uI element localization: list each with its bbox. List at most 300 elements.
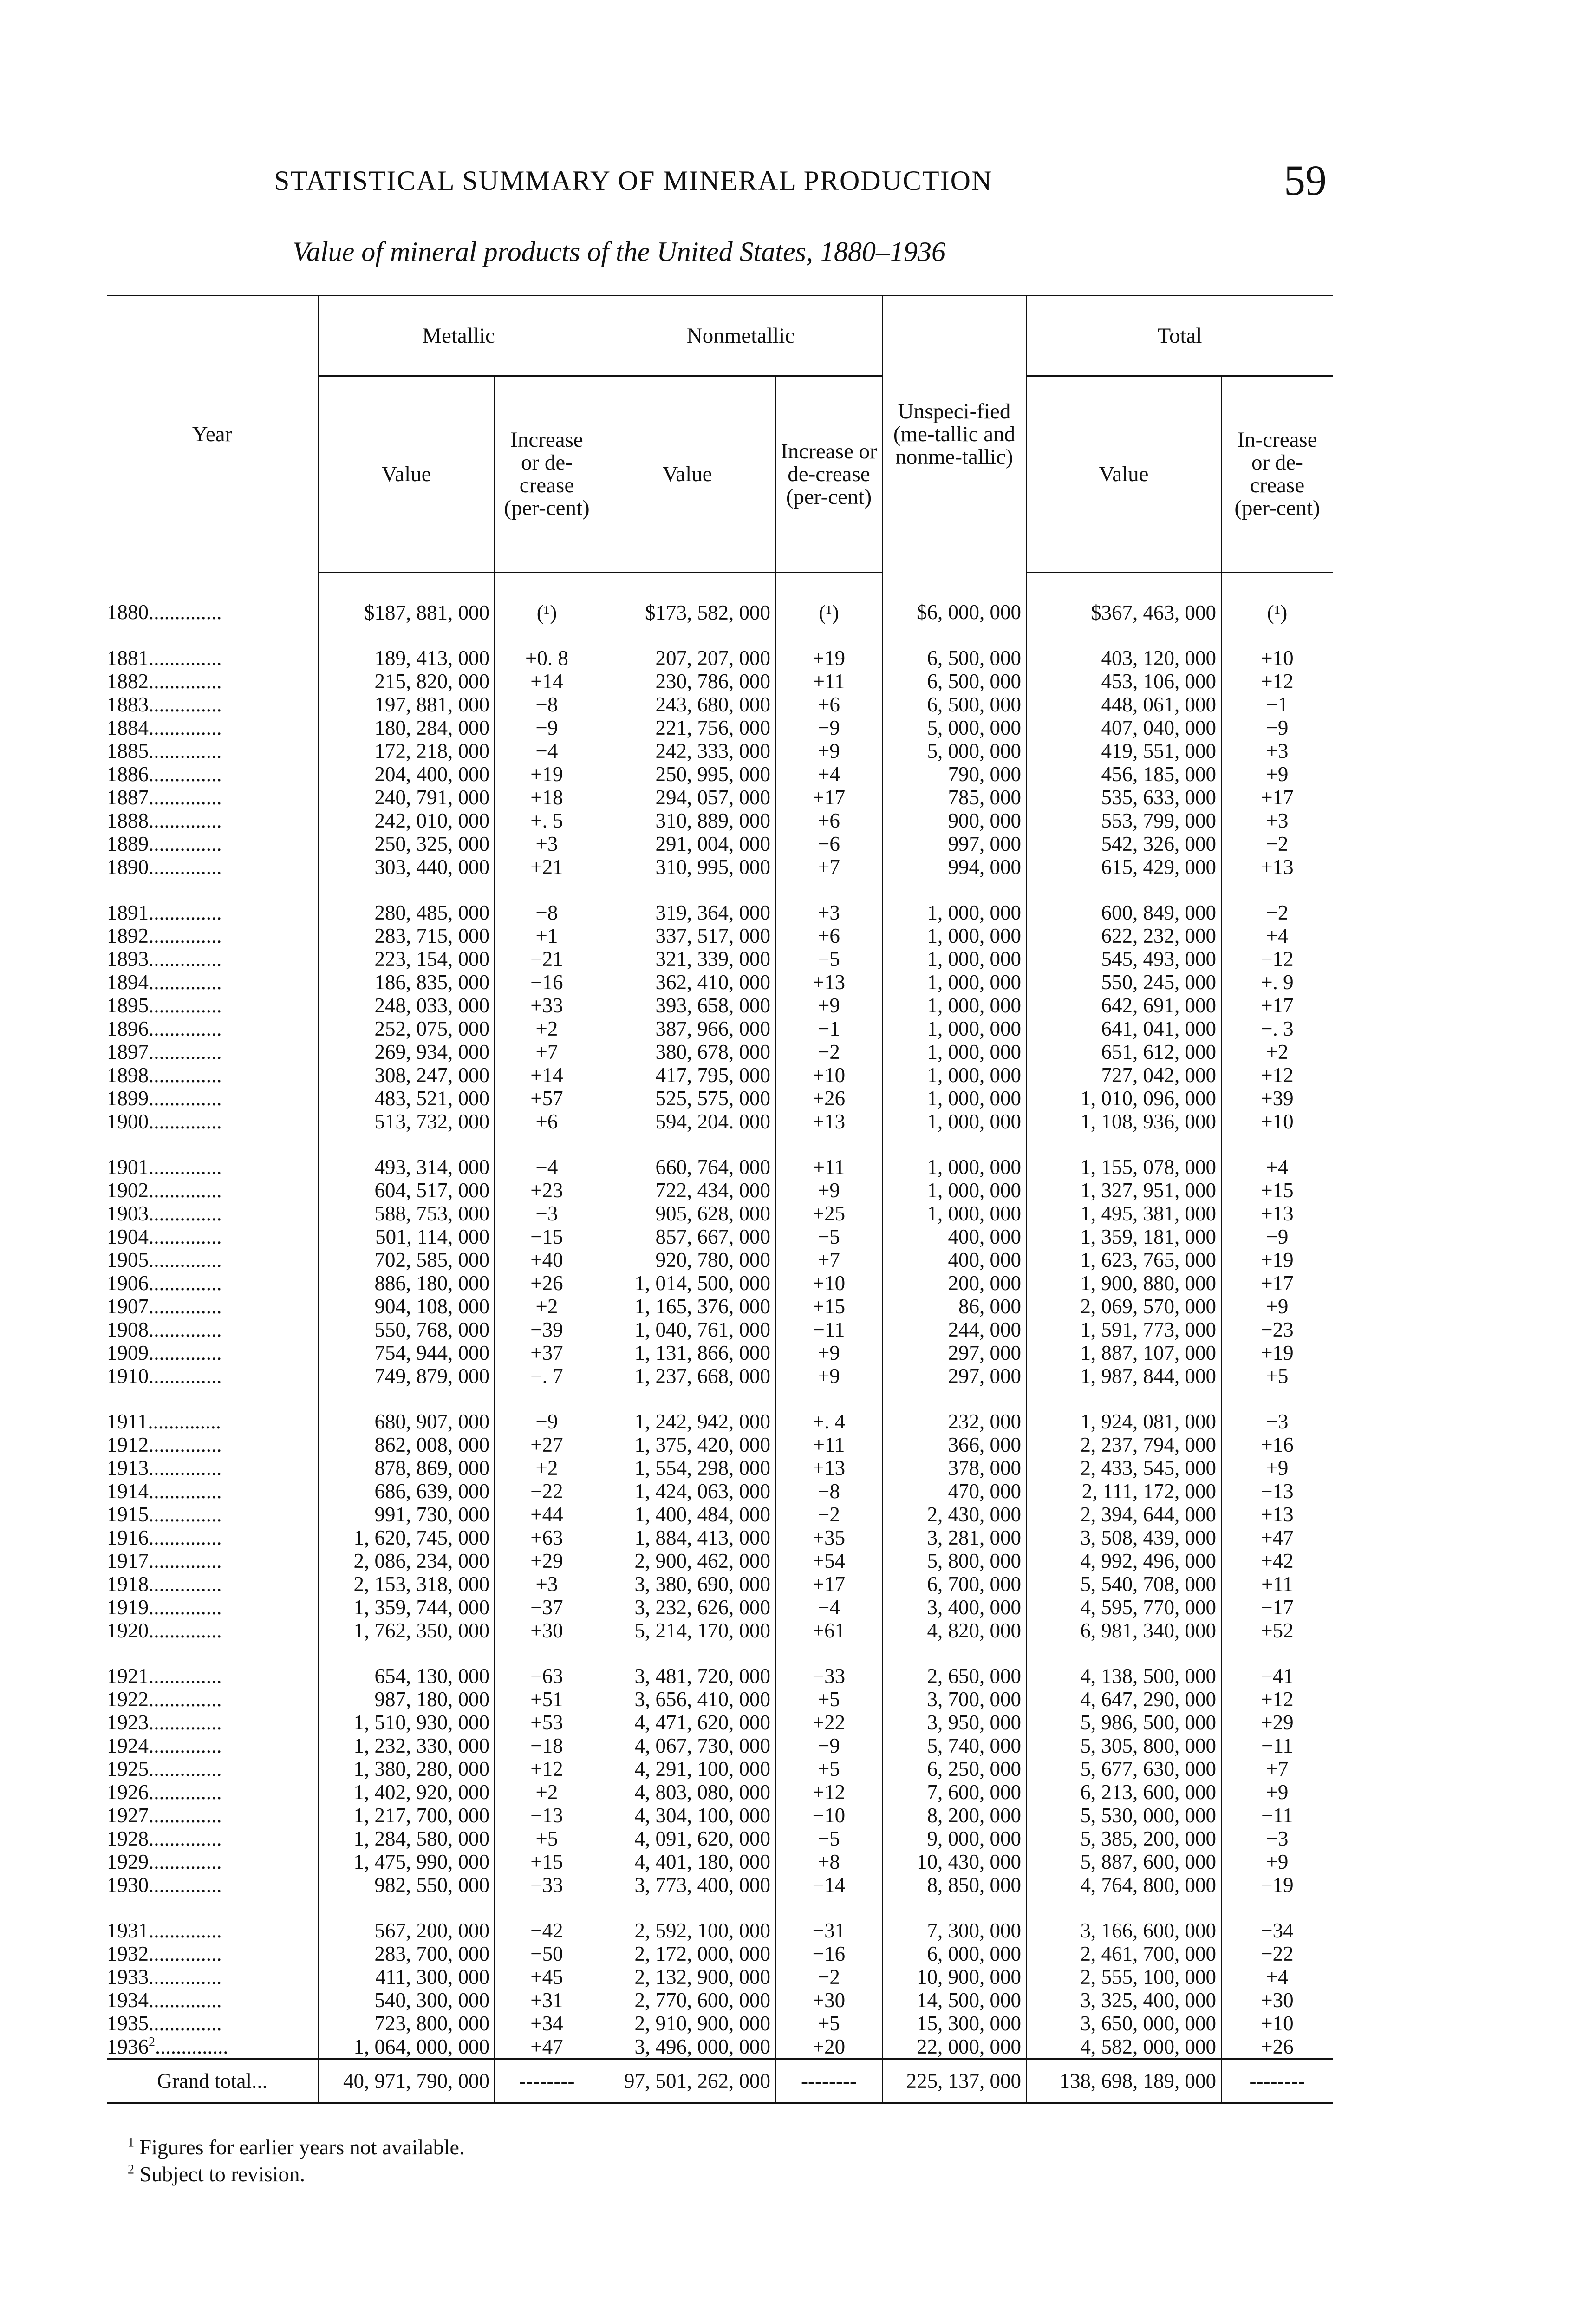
metallic-change-cell: +14 — [495, 670, 599, 693]
metallic-change-cell: +3 — [495, 832, 599, 855]
nonmetallic-value-cell: 387, 966, 000 — [599, 1017, 775, 1040]
unspecified-value-cell: 1, 000, 000 — [882, 994, 1026, 1017]
total-value-cell: 600, 849, 000 — [1026, 879, 1221, 924]
metallic-value-cell: 1, 232, 330, 000 — [318, 1734, 495, 1757]
unspecified-value-cell: 6, 250, 000 — [882, 1757, 1026, 1781]
year-cell: 1924.............. — [107, 1734, 222, 1757]
year-cell: 1882.............. — [107, 670, 222, 693]
nonmetallic-change-cell: +5 — [775, 1757, 882, 1781]
table-body — [107, 573, 1333, 2059]
table-row — [107, 1734, 1333, 1757]
metallic-change-cell: +5 — [495, 1827, 599, 1850]
total-change-cell: +39 — [1221, 1087, 1333, 1110]
year-cell: 1893.............. — [107, 947, 222, 971]
table-row — [107, 693, 1333, 716]
metallic-value-cell: 252, 075, 000 — [318, 1017, 495, 1040]
metallic-value-cell: 878, 869, 000 — [318, 1456, 495, 1480]
metallic-value-cell: 2, 153, 318, 000 — [318, 1572, 495, 1596]
mineral-value-table — [107, 295, 1333, 2104]
nonmetallic-value-cell: 525, 575, 000 — [599, 1087, 775, 1110]
total-change-cell: +19 — [1221, 1248, 1333, 1272]
year-cell: 1897.............. — [107, 1040, 222, 1063]
nonmetallic-value-cell: 1, 040, 761, 000 — [599, 1318, 775, 1341]
total-value-cell: 2, 111, 172, 000 — [1026, 1480, 1221, 1503]
unspecified-value-cell: 1, 000, 000 — [882, 1179, 1026, 1202]
nonmetallic-change-cell: +15 — [775, 1295, 882, 1318]
unspecified-value-cell: 15, 300, 000 — [882, 2012, 1026, 2035]
nonmetallic-value-cell: 3, 481, 720, 000 — [599, 1642, 775, 1688]
unspecified-value-cell: 3, 950, 000 — [882, 1711, 1026, 1734]
total-value-cell: 448, 061, 000 — [1026, 693, 1221, 716]
metallic-value-cell: 550, 768, 000 — [318, 1318, 495, 1341]
metallic-value-cell: 680, 907, 000 — [318, 1388, 495, 1433]
metallic-value-cell: 283, 715, 000 — [318, 924, 495, 947]
metallic-change-cell: +3 — [495, 1572, 599, 1596]
total-value-cell: 1, 327, 951, 000 — [1026, 1179, 1221, 1202]
metallic-change-cell: −33 — [495, 1873, 599, 1897]
unspecified-value-cell: 297, 000 — [882, 1341, 1026, 1364]
total-value-cell: 4, 138, 500, 000 — [1026, 1642, 1221, 1688]
metallic-change-cell: −18 — [495, 1734, 599, 1757]
metallic-value-cell: 283, 700, 000 — [318, 1942, 495, 1965]
total-change-cell: −3 — [1221, 1827, 1333, 1850]
nonmetallic-value-cell: 2, 132, 900, 000 — [599, 1965, 775, 1989]
table-row — [107, 809, 1333, 832]
year-cell: 1904.............. — [107, 1225, 222, 1248]
nonmetallic-value-cell: 417, 795, 000 — [599, 1063, 775, 1087]
metallic-value-cell: 513, 732, 000 — [318, 1110, 495, 1133]
metallic-value-cell: 186, 835, 000 — [318, 971, 495, 994]
unspecified-value-cell: 3, 400, 000 — [882, 1596, 1026, 1619]
nonmetallic-change-cell: +5 — [775, 1688, 882, 1711]
metallic-value-cell: 1, 380, 280, 000 — [318, 1757, 495, 1781]
metallic-change-cell: +0. 8 — [495, 624, 599, 670]
total-value-cell: 403, 120, 000 — [1026, 624, 1221, 670]
nonmetallic-change-cell: −5 — [775, 1225, 882, 1248]
metallic-change-cell: −37 — [495, 1596, 599, 1619]
nonmetallic-value-cell: $173, 582, 000 — [599, 573, 775, 625]
year-cell: 1933.............. — [107, 1965, 222, 1989]
total-change-cell: +12 — [1221, 1063, 1333, 1087]
nonmetallic-change-cell: +9 — [775, 994, 882, 1017]
table-row — [107, 1063, 1333, 1087]
nonmetallic-value-cell: 3, 232, 626, 000 — [599, 1596, 775, 1619]
metallic-change-cell: +23 — [495, 1179, 599, 1202]
unspecified-value-cell: 5, 000, 000 — [882, 739, 1026, 763]
metallic-change-cell: +18 — [495, 786, 599, 809]
table-row — [107, 1480, 1333, 1503]
unspecified-value-cell: 8, 200, 000 — [882, 1804, 1026, 1827]
metallic-change-cell: −21 — [495, 947, 599, 971]
total-change-cell: +4 — [1221, 1965, 1333, 1989]
nonmetallic-value-cell: 380, 678, 000 — [599, 1040, 775, 1063]
total-value-cell: 1, 108, 936, 000 — [1026, 1110, 1221, 1133]
metallic-value-cell: 1, 510, 930, 000 — [318, 1711, 495, 1734]
metallic-value-cell: 172, 218, 000 — [318, 739, 495, 763]
total-value-cell: 535, 633, 000 — [1026, 786, 1221, 809]
table-row — [107, 1179, 1333, 1202]
nonmetallic-change-cell: −2 — [775, 1503, 882, 1526]
metallic-change-cell: +14 — [495, 1063, 599, 1087]
metallic-value-cell: 501, 114, 000 — [318, 1225, 495, 1248]
unspecified-value-cell: 86, 000 — [882, 1295, 1026, 1318]
nonmetallic-value-cell: 294, 057, 000 — [599, 786, 775, 809]
nonmetallic-change-cell: −6 — [775, 832, 882, 855]
table-row — [107, 1942, 1333, 1965]
total-value-cell: 5, 385, 200, 000 — [1026, 1827, 1221, 1850]
total-value-cell: 3, 508, 439, 000 — [1026, 1526, 1221, 1549]
year-cell: 1917.............. — [107, 1549, 222, 1572]
nonmetallic-value-cell: 920, 780, 000 — [599, 1248, 775, 1272]
total-change-cell: +52 — [1221, 1619, 1333, 1642]
nonmetallic-value-cell: 291, 004, 000 — [599, 832, 775, 855]
metallic-value-cell: 904, 108, 000 — [318, 1295, 495, 1318]
nonmetallic-change-cell: +26 — [775, 1087, 882, 1110]
metallic-value-cell: 240, 791, 000 — [318, 786, 495, 809]
nonmetallic-change-cell: +30 — [775, 1989, 882, 2012]
unspecified-value-cell: 1, 000, 000 — [882, 1110, 1026, 1133]
metallic-change-cell: −42 — [495, 1897, 599, 1942]
unspecified-value-cell: 10, 430, 000 — [882, 1850, 1026, 1873]
nonmetallic-change-cell: +4 — [775, 763, 882, 786]
total-change-cell: −9 — [1221, 716, 1333, 739]
nonmetallic-change-cell: +9 — [775, 1364, 882, 1388]
unspecified-value-cell: 1, 000, 000 — [882, 1133, 1026, 1179]
table-row — [107, 971, 1333, 994]
total-change-cell: −2 — [1221, 879, 1333, 924]
nonmetallic-change-cell: +11 — [775, 670, 882, 693]
total-change-cell: +13 — [1221, 1202, 1333, 1225]
nonmetallic-value-cell: 243, 680, 000 — [599, 693, 775, 716]
metallic-change-cell: −22 — [495, 1480, 599, 1503]
total-change-cell: +42 — [1221, 1549, 1333, 1572]
metallic-change-cell: −8 — [495, 879, 599, 924]
metallic-change-cell: +6 — [495, 1110, 599, 1133]
table-row — [107, 1318, 1333, 1341]
table-row — [107, 2035, 1333, 2059]
nonmetallic-value-cell: 3, 380, 690, 000 — [599, 1572, 775, 1596]
metallic-value-cell: 702, 585, 000 — [318, 1248, 495, 1272]
table-row — [107, 947, 1333, 971]
year-cell: 1909.............. — [107, 1341, 222, 1364]
unspecified-value-cell: 6, 500, 000 — [882, 693, 1026, 716]
table-row — [107, 924, 1333, 947]
metallic-change-cell: −13 — [495, 1804, 599, 1827]
metallic-change-cell: +37 — [495, 1341, 599, 1364]
total-change-cell: +12 — [1221, 670, 1333, 693]
total-value-cell: 545, 493, 000 — [1026, 947, 1221, 971]
metallic-value-cell: 411, 300, 000 — [318, 1965, 495, 1989]
nonmetallic-change-cell: +6 — [775, 693, 882, 716]
metallic-value-cell: 1, 402, 920, 000 — [318, 1781, 495, 1804]
total-value-cell: 5, 305, 800, 000 — [1026, 1734, 1221, 1757]
year-cell: 1931.............. — [107, 1919, 222, 1942]
metallic-change-header: Increase or de-crease (per-cent) — [495, 376, 599, 573]
table-row — [107, 1433, 1333, 1456]
table-row — [107, 1295, 1333, 1318]
total-value-cell: 1, 010, 096, 000 — [1026, 1087, 1221, 1110]
nonmetallic-value-cell: 3, 773, 400, 000 — [599, 1873, 775, 1897]
nonmetallic-change-cell: +54 — [775, 1549, 882, 1572]
metallic-value-cell: 754, 944, 000 — [318, 1341, 495, 1364]
year-cell: 1905.............. — [107, 1248, 222, 1272]
total-change-cell: +17 — [1221, 786, 1333, 809]
total-change-cell: +10 — [1221, 2012, 1333, 2035]
nonmetallic-value-cell: 4, 471, 620, 000 — [599, 1711, 775, 1734]
nonmetallic-value-cell: 1, 375, 420, 000 — [599, 1433, 775, 1456]
nonmetallic-change-cell: +17 — [775, 786, 882, 809]
nonmetallic-change-cell: +12 — [775, 1781, 882, 1804]
table-row — [107, 1757, 1333, 1781]
total-value-cell: 2, 555, 100, 000 — [1026, 1965, 1221, 1989]
year-cell: 1902.............. — [107, 1179, 222, 1202]
unspecified-value-cell: 470, 000 — [882, 1480, 1026, 1503]
metallic-value-cell: 588, 753, 000 — [318, 1202, 495, 1225]
total-change-cell: −11 — [1221, 1734, 1333, 1757]
nonmetallic-change-cell: +13 — [775, 971, 882, 994]
total-value-cell: 4, 647, 290, 000 — [1026, 1688, 1221, 1711]
total-value-cell: 1, 155, 078, 000 — [1026, 1133, 1221, 1179]
total-value-cell: 3, 166, 600, 000 — [1026, 1897, 1221, 1942]
unspecified-value-cell: 6, 500, 000 — [882, 624, 1026, 670]
metallic-change-cell: +26 — [495, 1272, 599, 1295]
nonmetallic-change-cell: +10 — [775, 1272, 882, 1295]
nonmetallic-change-cell: −9 — [775, 1734, 882, 1757]
metallic-change-cell: +33 — [495, 994, 599, 1017]
table-row — [107, 1850, 1333, 1873]
total-change-cell: −. 3 — [1221, 1017, 1333, 1040]
unspecified-value-cell: 400, 000 — [882, 1225, 1026, 1248]
unspecified-value-cell: 6, 000, 000 — [882, 1942, 1026, 1965]
table-row — [107, 879, 1333, 924]
metallic-change-cell: +45 — [495, 1965, 599, 1989]
table-row — [107, 1619, 1333, 1642]
nonmetallic-value-cell: 393, 658, 000 — [599, 994, 775, 1017]
year-cell: 1923.............. — [107, 1711, 222, 1734]
year-cell: 1912.............. — [107, 1433, 222, 1456]
nonmetallic-change-cell: +6 — [775, 924, 882, 947]
nonmetallic-value-cell: 337, 517, 000 — [599, 924, 775, 947]
total-change-cell: −12 — [1221, 947, 1333, 971]
metallic-change-cell: +47 — [495, 2035, 599, 2059]
nonmetallic-value-cell: 1, 131, 866, 000 — [599, 1341, 775, 1364]
metallic-change-cell: +63 — [495, 1526, 599, 1549]
table-row — [107, 1087, 1333, 1110]
unspecified-value-cell: 10, 900, 000 — [882, 1965, 1026, 1989]
total-value-cell: 641, 041, 000 — [1026, 1017, 1221, 1040]
metallic-value-cell: 686, 639, 000 — [318, 1480, 495, 1503]
total-value-cell: 1, 495, 381, 000 — [1026, 1202, 1221, 1225]
nonmetallic-change-cell: −8 — [775, 1480, 882, 1503]
unspecified-value-cell: 1, 000, 000 — [882, 971, 1026, 994]
metallic-change-cell: +2 — [495, 1781, 599, 1804]
unspecified-value-cell: 297, 000 — [882, 1364, 1026, 1388]
unspecified-value-cell: 2, 650, 000 — [882, 1642, 1026, 1688]
nonmetallic-change-cell: +3 — [775, 879, 882, 924]
year-cell: 1936$^2$.............. — [107, 2035, 228, 2058]
total-change-cell: +2 — [1221, 1040, 1333, 1063]
nonmetallic-change-cell: +5 — [775, 2012, 882, 2035]
nonmetallic-value-cell: 660, 764, 000 — [599, 1133, 775, 1179]
nonmetallic-change-cell: +22 — [775, 1711, 882, 1734]
unspecified-value-cell: 790, 000 — [882, 763, 1026, 786]
nonmetallic-change-cell: −33 — [775, 1642, 882, 1688]
unspecified-value-cell: 4, 820, 000 — [882, 1619, 1026, 1642]
metallic-value-cell: 886, 180, 000 — [318, 1272, 495, 1295]
table-row — [107, 1040, 1333, 1063]
metallic-value-cell: 723, 800, 000 — [318, 2012, 495, 2035]
table-row — [107, 1202, 1333, 1225]
total-change-cell: −1 — [1221, 693, 1333, 716]
total-change-cell: +26 — [1221, 2035, 1333, 2059]
table-row — [107, 1526, 1333, 1549]
total-change-cell: +13 — [1221, 855, 1333, 879]
year-cell: 1901.............. — [107, 1155, 222, 1179]
nonmetallic-change-cell: +61 — [775, 1619, 882, 1642]
nonmetallic-change-cell: −4 — [775, 1596, 882, 1619]
nonmetallic-value-cell: 2, 910, 900, 000 — [599, 2012, 775, 2035]
nonmetallic-change-cell: (¹) — [775, 573, 882, 625]
nonmetallic-value-cell: 4, 091, 620, 000 — [599, 1827, 775, 1850]
nonmetallic-change-cell: +9 — [775, 1341, 882, 1364]
table-row — [107, 832, 1333, 855]
year-cell: 1892.............. — [107, 924, 222, 947]
total-change-cell: −2 — [1221, 832, 1333, 855]
nonmetallic-change-cell: +9 — [775, 1179, 882, 1202]
metallic-change-cell: −. 7 — [495, 1364, 599, 1388]
metallic-change-cell: +29 — [495, 1549, 599, 1572]
nonmetallic-value-cell: 3, 496, 000, 000 — [599, 2035, 775, 2059]
nonmetallic-value-cell: 1, 554, 298, 000 — [599, 1456, 775, 1480]
unspecified-value-cell: 6, 500, 000 — [882, 670, 1026, 693]
metallic-value-cell: 303, 440, 000 — [318, 855, 495, 879]
unspecified-value-cell: 1, 000, 000 — [882, 1063, 1026, 1087]
table-row — [107, 1965, 1333, 1989]
nonmetallic-value-cell: 1, 165, 376, 000 — [599, 1295, 775, 1318]
metallic-change-cell: +30 — [495, 1619, 599, 1642]
metallic-value-cell: 493, 314, 000 — [318, 1133, 495, 1179]
grand-total-metallic: 40, 971, 790, 000 — [318, 2059, 495, 2103]
total-value-cell: 727, 042, 000 — [1026, 1063, 1221, 1087]
total-value-cell: 550, 245, 000 — [1026, 971, 1221, 994]
table-row — [107, 1572, 1333, 1596]
nonmetallic-change-cell: +11 — [775, 1133, 882, 1179]
total-value-cell: 1, 987, 844, 000 — [1026, 1364, 1221, 1388]
nonmetallic-value-cell: 319, 364, 000 — [599, 879, 775, 924]
total-value-cell: 5, 677, 630, 000 — [1026, 1757, 1221, 1781]
nonmetallic-value-cell: 321, 339, 000 — [599, 947, 775, 971]
total-change-cell: +15 — [1221, 1179, 1333, 1202]
metallic-header: Metallic — [318, 296, 599, 376]
total-value-cell: 456, 185, 000 — [1026, 763, 1221, 786]
metallic-value-header: Value — [318, 376, 495, 573]
metallic-value-cell: 982, 550, 000 — [318, 1873, 495, 1897]
footnotes — [128, 2134, 464, 2188]
year-cell: 1900.............. — [107, 1110, 222, 1133]
table-caption: Value of mineral products of the United States, 1880–1936 — [293, 236, 945, 267]
unspecified-value-cell: 5, 000, 000 — [882, 716, 1026, 739]
nonmetallic-value-cell: 310, 995, 000 — [599, 855, 775, 879]
total-value-cell: 651, 612, 000 — [1026, 1040, 1221, 1063]
table-row — [107, 1225, 1333, 1248]
nonmetallic-change-cell: +8 — [775, 1850, 882, 1873]
metallic-change-cell: −4 — [495, 739, 599, 763]
nonmetallic-change-cell: +25 — [775, 1202, 882, 1225]
table-row — [107, 716, 1333, 739]
nonmetallic-value-cell: 310, 889, 000 — [599, 809, 775, 832]
total-change-cell: +11 — [1221, 1572, 1333, 1596]
metallic-value-cell: 248, 033, 000 — [318, 994, 495, 1017]
year-cell: 1894.............. — [107, 971, 222, 994]
year-cell: 1925.............. — [107, 1757, 222, 1781]
metallic-value-cell: 540, 300, 000 — [318, 1989, 495, 2012]
nonmetallic-value-cell: 4, 067, 730, 000 — [599, 1734, 775, 1757]
total-value-cell: 1, 900, 880, 000 — [1026, 1272, 1221, 1295]
year-cell: 1910.............. — [107, 1364, 222, 1388]
nonmetallic-change-cell: +35 — [775, 1526, 882, 1549]
nonmetallic-value-cell: 905, 628, 000 — [599, 1202, 775, 1225]
nonmetallic-change-cell: −2 — [775, 1965, 882, 1989]
nonmetallic-change-cell: −11 — [775, 1318, 882, 1341]
nonmetallic-change-cell: −5 — [775, 947, 882, 971]
total-value-cell: 4, 582, 000, 000 — [1026, 2035, 1221, 2059]
total-value-cell: 1, 924, 081, 000 — [1026, 1388, 1221, 1433]
unspecified-value-cell: 5, 800, 000 — [882, 1549, 1026, 1572]
nonmetallic-value-cell: 230, 786, 000 — [599, 670, 775, 693]
nonmetallic-change-cell: +19 — [775, 624, 882, 670]
total-value-cell: 3, 325, 400, 000 — [1026, 1989, 1221, 2012]
nonmetallic-value-cell: 2, 900, 462, 000 — [599, 1549, 775, 1572]
unspecified-value-cell: 22, 000, 000 — [882, 2035, 1026, 2059]
total-value-cell: 5, 540, 708, 000 — [1026, 1572, 1221, 1596]
year-cell: 1919.............. — [107, 1596, 222, 1619]
total-value-cell: 1, 887, 107, 000 — [1026, 1341, 1221, 1364]
total-change-cell: +12 — [1221, 1688, 1333, 1711]
total-value-cell: $367, 463, 000 — [1026, 573, 1221, 625]
unspecified-value-cell: $6, 000, 000 — [882, 573, 1026, 625]
metallic-change-cell: +40 — [495, 1248, 599, 1272]
year-cell: 1906.............. — [107, 1272, 222, 1295]
total-value-cell: 642, 691, 000 — [1026, 994, 1221, 1017]
nonmetallic-value-header: Value — [599, 376, 775, 573]
nonmetallic-change-cell: +. 4 — [775, 1388, 882, 1433]
metallic-change-cell: +12 — [495, 1757, 599, 1781]
table-row — [107, 1596, 1333, 1619]
unspecified-value-cell: 1, 000, 000 — [882, 1202, 1026, 1225]
unspecified-value-cell: 1, 000, 000 — [882, 1087, 1026, 1110]
table-row — [107, 2012, 1333, 2035]
grand-total-total: 138, 698, 189, 000 — [1026, 2059, 1221, 2103]
total-value-cell: 5, 530, 000, 000 — [1026, 1804, 1221, 1827]
table-row — [107, 1642, 1333, 1688]
nonmetallic-value-cell: 242, 333, 000 — [599, 739, 775, 763]
metallic-change-cell: −9 — [495, 716, 599, 739]
total-change-cell: +5 — [1221, 1364, 1333, 1388]
nonmetallic-value-cell: 1, 424, 063, 000 — [599, 1480, 775, 1503]
table-row — [107, 1549, 1333, 1572]
nonmetallic-change-header: Increase or de-crease (per-cent) — [775, 376, 882, 573]
table-row — [107, 855, 1333, 879]
table-row — [107, 1272, 1333, 1295]
total-value-cell: 615, 429, 000 — [1026, 855, 1221, 879]
metallic-value-cell: 1, 762, 350, 000 — [318, 1619, 495, 1642]
unspecified-value-cell: 1, 000, 000 — [882, 879, 1026, 924]
table-row — [107, 1456, 1333, 1480]
unspecified-value-cell: 5, 740, 000 — [882, 1734, 1026, 1757]
unspecified-value-cell: 200, 000 — [882, 1272, 1026, 1295]
nonmetallic-change-cell: +7 — [775, 1248, 882, 1272]
year-cell: 1880.............. — [107, 600, 222, 624]
